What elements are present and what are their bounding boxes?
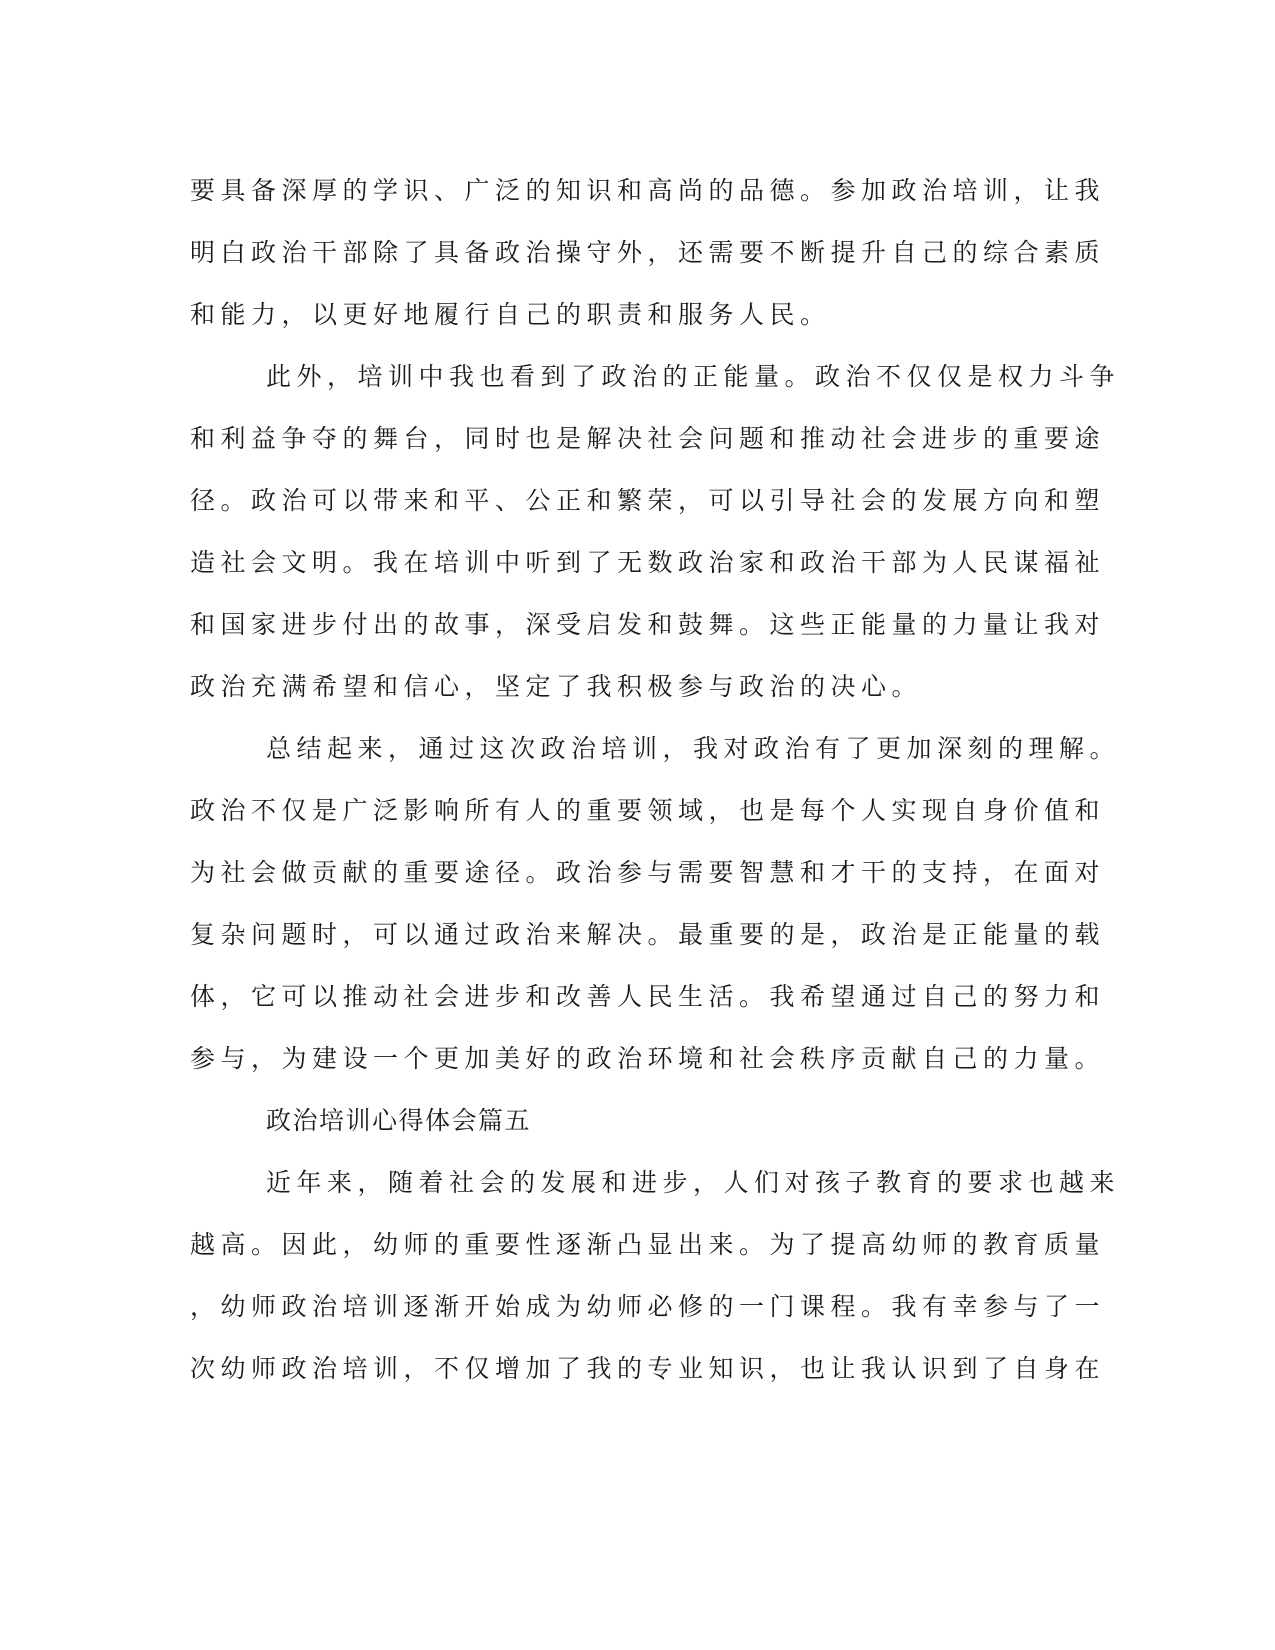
body-text	[190, 160, 1121, 1400]
text-line: 参与，为建设一个更加美好的政治环境和社会秩序贡献自己的力量。	[190, 1044, 1106, 1073]
paragraph-first-line: 此外，培训中我也看到了政治的正能量。政治不仅仅是权力斗争	[266, 362, 1121, 391]
paragraph-first-line: 总结起来，通过这次政治培训，我对政治有了更加深刻的理解。	[266, 734, 1121, 763]
text-line: 造社会文明。我在培训中听到了无数政治家和政治干部为人民谋福祉	[190, 548, 1106, 577]
section-heading: 政治培训心得体会篇五	[266, 1106, 532, 1135]
text-line: 政治充满希望和信心，坚定了我积极参与政治的决心。	[190, 672, 923, 701]
text-line: 要具备深厚的学识、广泛的知识和高尚的品德。参加政治培训，让我	[190, 176, 1106, 205]
text-line: 为社会做贡献的重要途径。政治参与需要智慧和才干的支持，在面对	[190, 858, 1106, 887]
text-line: 径。政治可以带来和平、公正和繁荣，可以引导社会的发展方向和塑	[190, 486, 1106, 515]
text-line: ，幼师政治培训逐渐开始成为幼师必修的一门课程。我有幸参与了一	[190, 1292, 1106, 1321]
text-line: 体，它可以推动社会进步和改善人民生活。我希望通过自己的努力和	[190, 982, 1106, 1011]
text-line: 次幼师政治培训，不仅增加了我的专业知识，也让我认识到了自身在	[190, 1354, 1106, 1383]
text-line: 和能力，以更好地履行自己的职责和服务人民。	[190, 300, 831, 329]
text-line: 和利益争夺的舞台，同时也是解决社会问题和推动社会进步的重要途	[190, 424, 1106, 453]
paragraph-first-line: 近年来，随着社会的发展和进步，人们对孩子教育的要求也越来	[266, 1168, 1121, 1197]
text-line: 复杂问题时，可以通过政治来解决。最重要的是，政治是正能量的载	[190, 920, 1106, 949]
text-line: 明白政治干部除了具备政治操守外，还需要不断提升自己的综合素质	[190, 238, 1106, 267]
text-line: 越高。因此，幼师的重要性逐渐凸显出来。为了提高幼师的教育质量	[190, 1230, 1106, 1259]
text-line: 政治不仅是广泛影响所有人的重要领域，也是每个人实现自身价值和	[190, 796, 1106, 825]
text-line: 和国家进步付出的故事，深受启发和鼓舞。这些正能量的力量让我对	[190, 610, 1106, 639]
